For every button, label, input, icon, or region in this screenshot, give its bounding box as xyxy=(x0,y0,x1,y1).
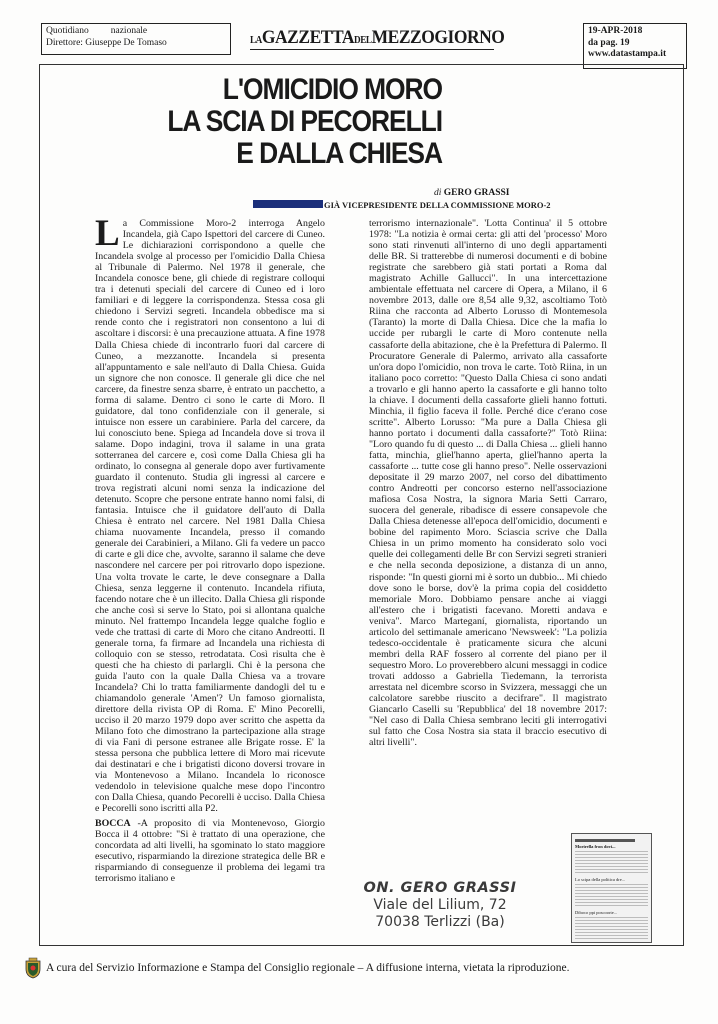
article-column-right xyxy=(369,218,607,798)
thumb-text-block xyxy=(575,917,648,939)
clipping-site: www.datastampa.it xyxy=(588,49,667,59)
page-thumbnail xyxy=(571,833,652,943)
headline xyxy=(72,74,442,170)
regional-emblem-icon xyxy=(24,957,42,979)
author-role: GIÀ VICEPRESIDENTE DELLA COMMISSIONE MORO-2 xyxy=(324,200,551,210)
thumb-title-2: Lo scipa della politica dre... xyxy=(575,877,626,882)
article-bocca-paragraph xyxy=(95,818,325,906)
byline xyxy=(434,188,510,198)
bocca-label: BOCCA xyxy=(95,818,131,829)
thumb-rule xyxy=(575,839,635,842)
headline-line-3: E DALLA CHIESA xyxy=(236,137,442,170)
clipping-date: 19-APR-2018 xyxy=(588,26,643,36)
byline-prefix: di xyxy=(434,188,442,198)
thumb-text-block xyxy=(575,851,648,873)
masthead xyxy=(250,27,505,49)
address-stamp xyxy=(360,880,520,930)
paper-scope: nazionale xyxy=(110,26,148,36)
clipping-info xyxy=(583,23,687,69)
clipping-page: da pag. 19 xyxy=(588,37,630,48)
director: Direttore: Giuseppe De Tomaso xyxy=(46,37,167,48)
byline-author: GERO GRASSI xyxy=(443,188,510,198)
thumb-title-1: Morirella fron dovi... xyxy=(575,844,616,849)
thumb-text-block xyxy=(575,884,648,906)
masthead-rule xyxy=(250,49,494,50)
masthead-main: GAZZETTA xyxy=(261,27,355,48)
article-text-left: a Commissione Moro-2 interroga Angelo Incandela, già Capo Ispettori del carcere di Cuneo. Le dichiarazioni corrispondono a quelle che Incandela svolge al processo per l'omicidio Dalla Chiesa al Tribunale di Palermo. Nel 1978 il generale, che Incandela conosce bene, gli chiede di registrare colloqui tra i detenuti speciali del carcere di Cuneo ed i loro familiari e di leggere la corrispondenza. Stessa cosa gli chiedono i Servizi segreti. Incandela obbedisce ma si rende conto che i registratori non consentono a lui di ascoltare i discorsi: è una precauzione attuata. A fine 1978 Dalla Chiesa chiede di incontrarlo fuori dal carcere di Cuneo, a mezzanotte. Incandela si presenta all'appuntamento e sale nell'auto di Dalla Chiesa. Guida un signore che non conosce. Il generale gli dice che nel carcere, da finestre senza sbarre, è entrato un pacchetto, a forma di salame. Dentro ci sono le carte di Moro. Il guidatore, dal tono confidenziale con il generale, si intuisce non essere un carabiniere. Parla del carcere, da lui conosciuto bene. Spiega ad Incandela dove si trova il salame. Dopo indagini, trova il salame in una grata sotterranea del carcere e, così come Dalla Chiesa gli ha ordinato, lo consegna al generale dopo aver furtivamente guardato il contenuto. Studia gli ingressi al carcere e trova registrati alcuni nomi senza la indicazione del detenuto. Scopre che persone entrate hanno nomi falsi, di fantasia. Intuisce che il guidatore dell'auto di Dalla Chiesa è entrato nel carcere. Nel 1981 Dalla Chiesa chiama nuovamente Incandela, presso il comando generale dei Carabinieri, a Milano. Gli fa vedere un pacco di carte e gli dice che, avvolte, saranno il salame che deve nascondere nel carcere per poi ritrovarlo dopo ispezione. Una volta trovate le carte, le deve consegnare a Dalla Chiesa, senza leggerne il contenuto. Incandela rifiuta, facendo notare che è un illecito. Dalla Chiesa gli risponde che anche così si serve lo Stato, poi si allontana qualche minuto. Nel frattempo Incandela legge qualche foglio e vede che trattasi di carte di Moro che citano Andreotti. Il generale torna, fa firmare ad Incandela una richiesta di colloquio con se stesso, retrodatata. Così risulta che è questi che ha chiesto di parlargli. Chi è la persona che guida l'auto con la quale Dalla Chiesa va a trovare Incandela? Chi lo tratta familiarmente dandogli del tu e chiamandolo generale 'Amen'? Un famoso giornalista, direttore della rivista OP di Roma. E' Mino Pecorelli, ucciso il 20 marzo 1979 dopo aver scritto che aspetta da Milano foto che dimostrano la partecipazione alla strage di via Fani di persone estranee alle Brigate rosse. E' la stessa persona che pubblica lettere di Moro mai ricevute dai destinatari e che i brigatisti dicono doversi trovare in via Montenevoso a Milano. Incandela lo riconosce vedendolo in televisione qualche mese dopo l'incontro con Dalla Chiesa, quando Pecorelli è ucciso. Dalla Chiesa e Pecorelli sono iscritti alla P2. xyxy=(95,218,325,814)
stamp-street: Viale del Lilium, 72 xyxy=(373,897,507,913)
paper-type: Quotidiano xyxy=(46,26,89,36)
stamp-name: ON. GERO GRASSI xyxy=(363,880,517,896)
masthead-prefix: LA xyxy=(250,35,262,46)
article-column-left xyxy=(95,218,325,814)
publication-info xyxy=(41,23,231,55)
footer-note: A cura del Servizio Informazione e Stampa del Consiglio regionale – A diffusione interna, vietata la riproduzione. xyxy=(46,962,570,974)
bocca-text: -A proposito di via Montenevoso, Giorgio Bocca il 4 ottobre: "Si è trattato di una operazione, che concordata ad alti livelli, ha sgominato lo stato maggiore esecutivo, risparmiando la direzione strategica delle BR e risparmiando di conseguenze il problema dei legami tra terrorismo italiano e xyxy=(95,818,325,885)
headline-line-2: LA SCIA DI PECORELLI xyxy=(167,105,442,138)
masthead-mid: DEL xyxy=(354,35,372,46)
role-bar xyxy=(253,200,323,208)
thumb-title-3: Diboco ppi poscoorte... xyxy=(575,910,618,915)
dropcap: L xyxy=(95,218,120,254)
article-text-right: terrorismo internazionale". 'Lotta Continua' il 5 ottobre 1978: "La notizia è ormai certa: gli atti del 'processo' Moro sono stati rinvenuti all'interno di uno degli appartamenti delle BR. Si tratterebbe di numerosi documenti e di bobine registrate che sarebbero già stati portati a Roma dal magistrato Achille Gallucci". In una intercettazione ambientale effettuata nel carcere di Opera, a Milano, il 6 novembre 2013, dalle ore 8,54 alle 9,32, ascoltiamo Totò Riina che racconta ad Alberto Lorusso di Montemesola (Taranto) la morte di Dalla Chiesa. Dice che la mafia lo uccide per rubargli le carte di Moro contenute nella cassaforte della abitazione, che è la Prefettura di Palermo. Il Procuratore Generale di Palermo, arrivato alla cassaforte un'ora dopo l'omicidio, non trova le carte. Totò Riina, in un italiano poco corretto: "Questo Dalla Chiesa ci sono andati a trovarlo e gli hanno aperto la cassaforte e gli hanno tolto la chiave. I documenti della cassaforte glieli hanno fottuti. Minchia, il figlio faceva il folle. Perché dice c'erano cose scritte". Alberto Lorusso: "Ma pure a Dalla Chiesa gli hanno portato i documenti dalla cassaforte?" Totò Riina: "Loro quando fu di questo ... di Dalla Chiesa ... glieli hanno fatta, minchia, gliel'hanno aperta, gliel'hanno aperta la cassaforte ... tutte cose gli hanno preso". Nelle osservazioni depositate il 29 marzo 2007, nel corso del dibattimento contro Andreotti per concorso esterno nell'associazione mafiosa Cosa Nostra, la signora Maria Setti Carraro, suocera del generale, ribadisce di essere consapevole che Dalla Chiesa detenesse all'epoca dell'omicidio, documenti e bobine del rapimento Moro. Sciascia scrive che Dalla Chiesa in un primo momento ha considerato solo voci quelle dei collegamenti delle Br con Servizi segreti stranieri e che nella seconda deposizione, a distanza di un anno, risponde: "In questi giorni mi è sorto un dubbio... Mi chiedo dove sono le borse, dov'è la prima copia del cosiddetto memoriale Moro. Dobbiamo pensare anche ai viaggi all'estero che i brigatisti facevano. Moretti andava e veniva". Marco Marteganí, giornalista, riportando un articolo del settimanale americano 'Newsweek': "La polizia tedesco-occidentale è praticamente sicura che alcuni membri della RAF fossero al corrente del piano per il sequestro Moro. Lo proverebbero alcuni messaggi in codice trovati addosso a Gabriella Tiedemann, la terrorista arrestata nel dicembre scorso in Svizzera, messaggi che un calcolatore sarebbe riuscito a decifrare". Il magistrato Giancarlo Caselli su 'Repubblica' del 18 novembre 2017: "Nel caso di Dalla Chiesa sembrano leciti gli interrogativi sul fatto che Cosa Nostra sia stata il braccio esecutivo di altri livelli". xyxy=(369,218,607,749)
headline-line-1: L'OMICIDIO MORO xyxy=(222,73,442,106)
masthead-end: MEZZOGIORNO xyxy=(371,27,505,48)
stamp-city: 70038 Terlizzi (Ba) xyxy=(375,914,505,930)
